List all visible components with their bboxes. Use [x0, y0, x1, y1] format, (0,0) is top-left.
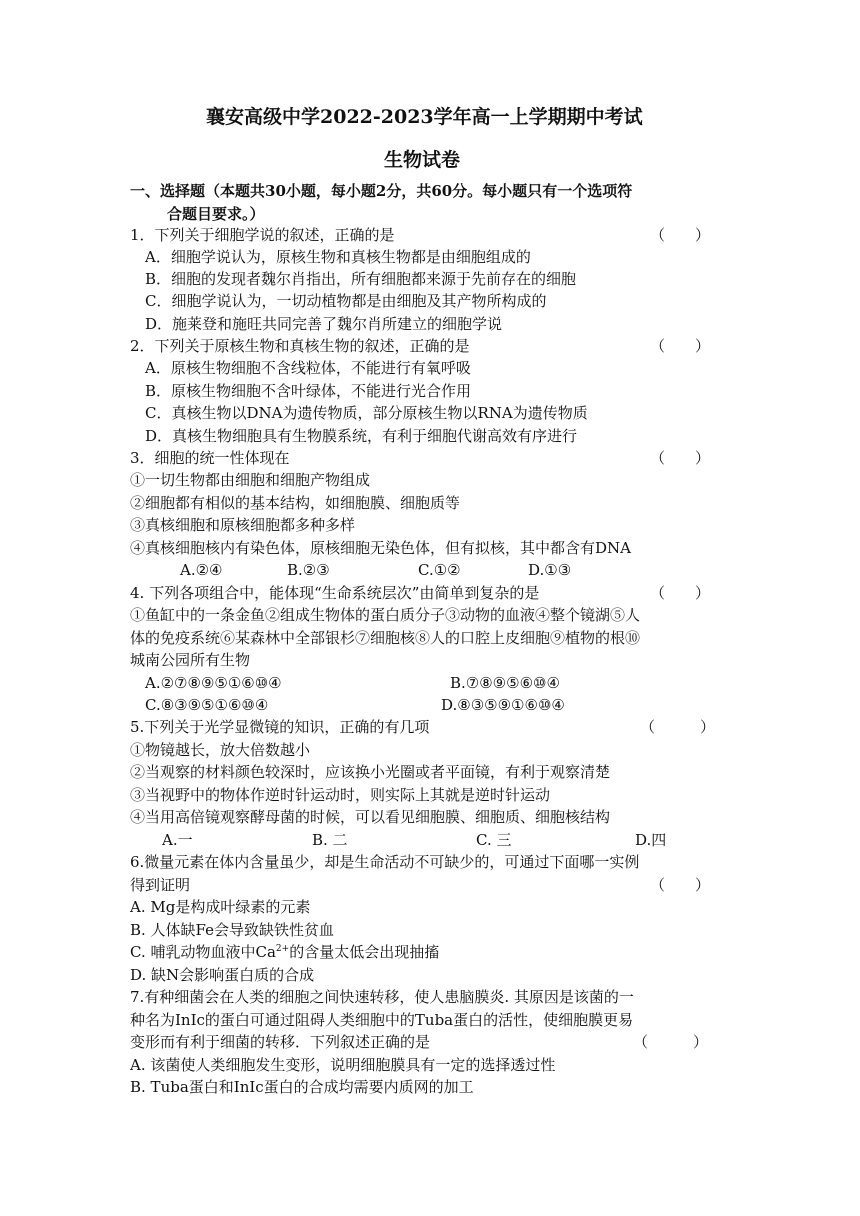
exam-title: 襄安高级中学2022-2023学年高一上学期期中考试 — [206, 106, 643, 128]
answer-blank-7: （ ） — [633, 1033, 709, 1051]
question-7-stem: 7.有种细菌会在人类的细胞之间快速转移，使人患脑膜炎. 其原因是该菌的一 — [130, 988, 634, 1006]
question-6-option-c — [130, 941, 439, 963]
question-6-option-b: B. 人体缺Fe会导致缺铁性贫血 — [130, 921, 335, 939]
question-6-option-a: A. Mg是构成叶绿素的元素 — [130, 898, 311, 916]
question-2-option-b: B．原核生物细胞不含叶绿体，不能进行光合作用 — [145, 382, 472, 400]
section-heading-cont: 合题目要求。） — [167, 205, 265, 223]
question-7-option-a: A. 该菌使人类细胞发生变形，说明细胞膜具有一定的选择透过性 — [130, 1056, 556, 1074]
question-6-option-d: D. 缺N会影响蛋白质的合成 — [130, 966, 315, 984]
answer-blank-6: （ ） — [650, 876, 711, 894]
answer-blank-1: （ ） — [650, 226, 711, 244]
question-5-statement-2: ②当观察的材料颜色较深时，应该换小光圈或者平面镜，有利于观察清楚 — [130, 763, 611, 781]
question-2-stem: 2．下列关于原核生物和真核生物的叙述，正确的是 — [130, 337, 470, 355]
answer-blank-4: （ ） — [650, 584, 711, 602]
question-5-statement-4: ④当用高倍镜观察酵母菌的时候，可以看见细胞膜、细胞质、细胞核结构 — [130, 808, 611, 826]
question-5-stem: 5.下列关于光学显微镜的知识，正确的有几项 — [130, 718, 430, 736]
question-5-statement-3: ③当视野中的物体作逆时针运动时，则实际上其就是逆时针运动 — [130, 786, 551, 804]
question-1-option-b: B．细胞的发现者魏尔肖指出，所有细胞都来源于先前存在的细胞 — [145, 270, 577, 288]
question-2-option-a: A．原核生物细胞不含线粒体，不能进行有氧呼吸 — [145, 359, 471, 377]
question-4-option-b: B.⑦⑧⑨⑤⑥⑩④ — [450, 674, 560, 692]
question-4-items-line-1: ①鱼缸中的一条金鱼②组成生物体的蛋白质分子③动物的血液④整个镜湖⑤人 — [130, 606, 641, 624]
question-1-stem: 1．下列关于细胞学说的叙述，正确的是 — [130, 226, 395, 244]
question-3-option-b: B.②③ — [287, 561, 330, 579]
question-6-option-c-text-end: 的含量太低会出现抽搐 — [289, 943, 440, 961]
question-3-statement-1: ①一切生物都由细胞和细胞产物组成 — [130, 471, 371, 489]
question-5-option-b: B. 二 — [312, 831, 348, 849]
question-2-option-d: D．真核生物细胞具有生物膜系统，有利于细胞代谢高效有序进行 — [145, 427, 578, 445]
question-3-stem: 3．细胞的统一性体现在 — [130, 449, 290, 467]
question-6-option-c-text: C. 哺乳动物血液中Ca — [130, 943, 276, 961]
answer-blank-5: （ ） — [640, 718, 716, 736]
question-3-option-a: A.②④ — [180, 561, 223, 579]
answer-blank-3: （ ） — [650, 449, 711, 467]
question-1-option-d: D．施莱登和施旺共同完善了魏尔肖所建立的细胞学说 — [145, 315, 503, 333]
question-2-option-c: C．真核生物以DNA为遗传物质，部分原核生物以RNA为遗传物质 — [145, 404, 588, 422]
question-3-option-d: D.①③ — [528, 561, 572, 579]
question-5-option-a: A.一 — [162, 831, 193, 849]
question-3-statement-4: ④真核细胞核内有染色体，原核细胞无染色体，但有拟核，其中都含有DNA — [130, 539, 631, 557]
calcium-charge: 2+ — [275, 944, 290, 954]
question-4-items-line-3: 城南公园所有生物 — [130, 651, 251, 669]
question-6-stem-cont: 得到证明 — [130, 876, 191, 894]
question-4-items-line-2: 体的免疫系统⑥某森林中全部银杉⑦细胞核⑧人的口腔上皮细胞⑨植物的根⑩ — [130, 629, 641, 647]
exam-subtitle: 生物试卷 — [384, 149, 461, 171]
question-4-option-d: D.⑧③⑤⑨①⑥⑩④ — [441, 696, 565, 714]
question-4-stem: 4. 下列各项组合中，能体现“生命系统层次”由简单到复杂的是 — [130, 584, 540, 602]
question-4-option-a: A.②⑦⑧⑨⑤①⑥⑩④ — [145, 674, 282, 692]
question-1-option-a: A．细胞学说认为，原核生物和真核生物都是由细胞组成的 — [145, 248, 531, 266]
question-5-option-d: D.四 — [635, 831, 667, 849]
question-7-stem-cont-1: 种名为InIc的蛋白可通过阻碍人类细胞中的Tuba蛋白的活性，使细胞膜更易 — [130, 1011, 634, 1029]
question-1-option-c: C．细胞学说认为，一切动植物都是由细胞及其产物所构成的 — [145, 292, 547, 310]
question-5-statement-1: ①物镜越长，放大倍数越小 — [130, 741, 311, 759]
question-6-stem: 6.微量元素在体内含量虽少，却是生命活动不可缺少的，可通过下面哪一实例 — [130, 853, 640, 871]
question-7-option-b: B. Tuba蛋白和InIc蛋白的合成均需要内质网的加工 — [130, 1078, 474, 1096]
question-5-option-c: C. 三 — [476, 831, 512, 849]
question-7-stem-cont-2: 变形而有利于细菌的转移．下列叙述正确的是 — [130, 1033, 431, 1051]
answer-blank-2: （ ） — [650, 337, 711, 355]
question-4-option-c: C.⑧③⑨⑤①⑥⑩④ — [145, 696, 269, 714]
section-heading: 一、选择题（本题共30小题，每小题2分，共60分。每小题只有一个选项符 — [130, 182, 633, 200]
question-3-statement-3: ③真核细胞和原核细胞都多种多样 — [130, 516, 356, 534]
question-3-statement-2: ②细胞都有相似的基本结构，如细胞膜、细胞质等 — [130, 494, 461, 512]
question-3-option-c: C.①② — [418, 561, 461, 579]
